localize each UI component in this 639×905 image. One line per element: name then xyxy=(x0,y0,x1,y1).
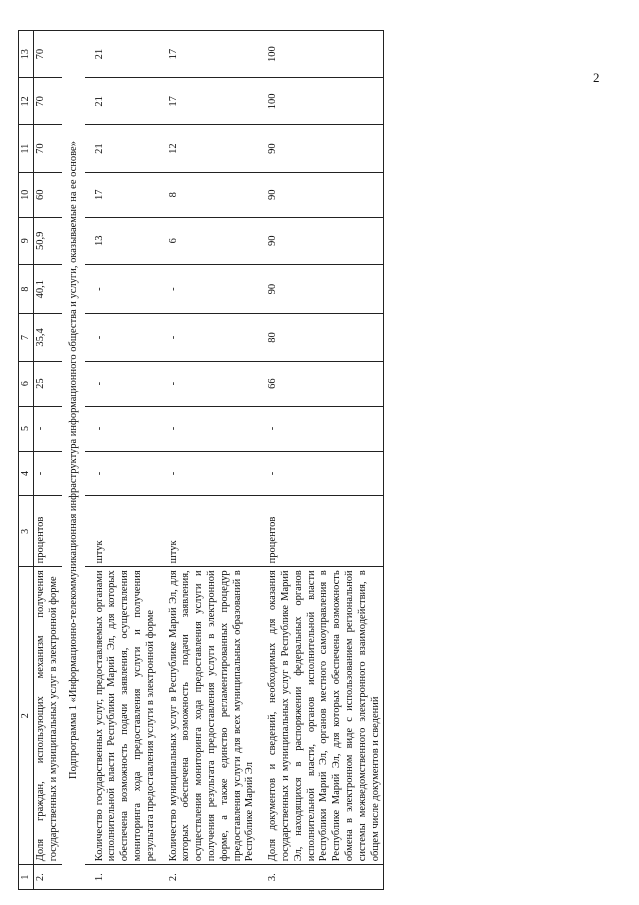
value-cell: 21 xyxy=(85,125,159,172)
value-cell: 21 xyxy=(85,78,159,125)
table-row xyxy=(34,31,62,890)
header-col-9: 9 xyxy=(19,217,34,264)
header-col-2: 2 xyxy=(19,567,34,865)
value-cell: - xyxy=(85,451,159,496)
row-number: 2. xyxy=(159,865,259,890)
header-col-1: 1 xyxy=(19,865,34,890)
unit: штук xyxy=(85,496,159,567)
indicator-name: Количество муниципальных услуг в Республике Марий Эл, для которых обеспечена возможность подачи заявления, осуществления мониторинга хода предоставления услуги и получения результата предоставления услуги в электронной форме, а также единство регламентированных процедур предоставления услуги для всех муниципальных образований в Республике Марий Эл xyxy=(159,567,259,865)
header-col-7: 7 xyxy=(19,314,34,361)
subprogram-title: Подпрограмма 1 «Информационно-телекоммуникационная инфраструктура информационного общества и услуги, оказываемые на ее основе» xyxy=(62,31,85,890)
indicator-name: Доля документов и сведений, необходимых для оказания государственных и муниципальных услуг в Республике Марий Эл, находящихся в распоряжении федеральных органов исполнительной власти, органов исполнительной власти Республики Марий Эл, органов местного самоуправления в Республике Марий Эл, для которых обеспечена возможность обмена в электронном виде с использованием региональной системы межведомственного электронного взаимодействия, в общем числе документов и сведений xyxy=(258,567,384,865)
value-cell: - xyxy=(85,264,159,313)
value-cell: - xyxy=(159,406,259,451)
rotated-table-container xyxy=(18,30,618,890)
value-cell: - xyxy=(258,406,384,451)
row-number: 1. xyxy=(85,865,159,890)
value-cell: 70 xyxy=(34,125,62,172)
value-cell: 90 xyxy=(258,264,384,313)
value-cell: 6 xyxy=(159,217,259,264)
header-col-8: 8 xyxy=(19,264,34,313)
value-cell: 12 xyxy=(159,125,259,172)
header-col-13: 13 xyxy=(19,31,34,78)
table-row xyxy=(159,31,259,890)
value-cell: 25 xyxy=(34,361,62,406)
value-cell: 100 xyxy=(258,78,384,125)
value-cell: 70 xyxy=(34,31,62,78)
value-cell: - xyxy=(159,451,259,496)
header-row xyxy=(19,31,34,890)
indicator-name: Количество государственных услуг, предоставляемых органами исполнительной власти Республики Марий Эл, для которых обеспечена возможность подачи заявления, осуществления мониторинга хода предоставления услуги и получения результата предоставления услуги в электронной форме xyxy=(85,567,159,865)
value-cell: - xyxy=(85,361,159,406)
value-cell: 17 xyxy=(159,78,259,125)
value-cell: - xyxy=(159,314,259,361)
table-row xyxy=(85,31,159,890)
value-cell: - xyxy=(34,451,62,496)
value-cell: 90 xyxy=(258,217,384,264)
value-cell: 13 xyxy=(85,217,159,264)
value-cell: 8 xyxy=(159,172,259,217)
header-col-4: 4 xyxy=(19,451,34,496)
value-cell: - xyxy=(258,451,384,496)
page-number: 2 xyxy=(593,70,600,85)
indicator-name: Доля граждан, использующих механизм получения государственных и муниципальных услуг в электронной форме xyxy=(34,567,62,865)
subprogram-row xyxy=(62,31,85,890)
header-col-3: 3 xyxy=(19,496,34,567)
header-col-12: 12 xyxy=(19,78,34,125)
value-cell: 21 xyxy=(85,31,159,78)
header-col-6: 6 xyxy=(19,361,34,406)
header-col-10: 10 xyxy=(19,172,34,217)
table-row xyxy=(258,31,384,890)
value-cell: - xyxy=(34,406,62,451)
value-cell: - xyxy=(85,406,159,451)
value-cell: - xyxy=(159,361,259,406)
value-cell: 90 xyxy=(258,172,384,217)
value-cell: - xyxy=(85,314,159,361)
indicators-table xyxy=(18,30,384,890)
row-number: 3. xyxy=(258,865,384,890)
value-cell: 90 xyxy=(258,125,384,172)
unit: процентов xyxy=(34,496,62,567)
value-cell: 17 xyxy=(85,172,159,217)
header-col-5: 5 xyxy=(19,406,34,451)
value-cell: 60 xyxy=(34,172,62,217)
value-cell: 100 xyxy=(258,31,384,78)
unit: штук xyxy=(159,496,259,567)
value-cell: 50,9 xyxy=(34,217,62,264)
value-cell: 40,1 xyxy=(34,264,62,313)
row-number: 2. xyxy=(34,865,62,890)
value-cell: - xyxy=(159,264,259,313)
value-cell: 80 xyxy=(258,314,384,361)
value-cell: 17 xyxy=(159,31,259,78)
value-cell: 70 xyxy=(34,78,62,125)
value-cell: 35,4 xyxy=(34,314,62,361)
value-cell: 66 xyxy=(258,361,384,406)
unit: процентов xyxy=(258,496,384,567)
header-col-11: 11 xyxy=(19,125,34,172)
